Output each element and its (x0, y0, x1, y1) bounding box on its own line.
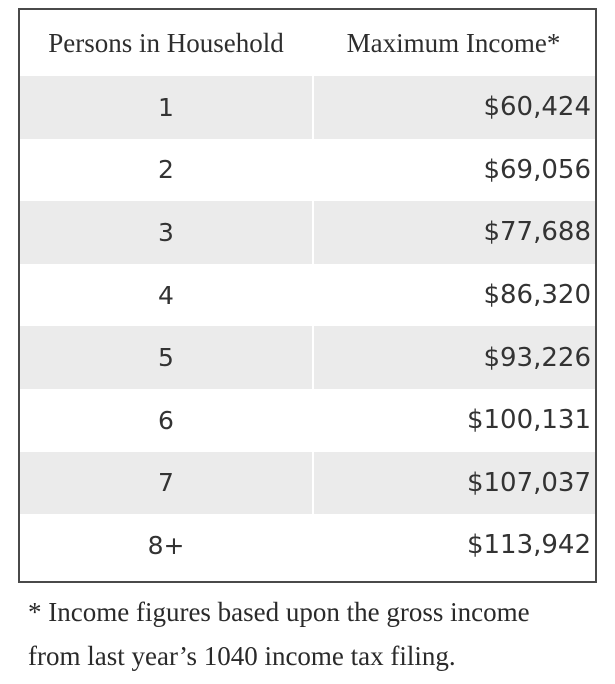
table-row (20, 201, 595, 264)
table-row (20, 389, 595, 452)
table-row (20, 452, 595, 515)
column-divider (312, 264, 314, 327)
cell-income: $100,131 (466, 405, 591, 436)
cell-persons: 7 (158, 468, 174, 498)
table-row (20, 76, 595, 139)
table-body (20, 76, 595, 577)
cell-income: $86,320 (483, 280, 591, 311)
header-maximum-income: Maximum Income* (346, 27, 561, 58)
cell-income: $113,942 (466, 530, 591, 561)
column-divider (312, 452, 314, 515)
header-persons-in-household: Persons in Household (48, 27, 284, 58)
cell-income: $93,226 (483, 342, 591, 373)
cell-income: $77,688 (483, 217, 591, 248)
column-divider (312, 326, 314, 389)
cell-income: $107,037 (466, 467, 591, 498)
cell-persons: 4 (158, 280, 174, 310)
table-row (20, 326, 595, 389)
column-divider (312, 389, 314, 452)
column-divider (312, 76, 314, 139)
table-row (20, 514, 595, 577)
cell-persons: 8+ (147, 530, 185, 560)
cell-persons: 6 (158, 405, 174, 435)
column-divider (312, 139, 314, 202)
cell-income: $60,424 (483, 92, 591, 123)
footnote-line-2: from last year’s 1040 income tax filing. (28, 641, 456, 671)
cell-income: $69,056 (483, 154, 591, 185)
table-row (20, 139, 595, 202)
footnote-line-1: * Income figures based upon the gross income (28, 597, 530, 627)
cell-persons: 1 (158, 92, 174, 122)
income-table (18, 8, 597, 583)
table-row (20, 264, 595, 327)
footnote (28, 590, 598, 678)
cell-persons: 2 (158, 155, 174, 185)
column-divider (312, 514, 314, 577)
column-divider (312, 201, 314, 264)
table-header-row (20, 10, 595, 76)
cell-persons: 3 (158, 217, 174, 247)
cell-persons: 5 (158, 343, 174, 373)
